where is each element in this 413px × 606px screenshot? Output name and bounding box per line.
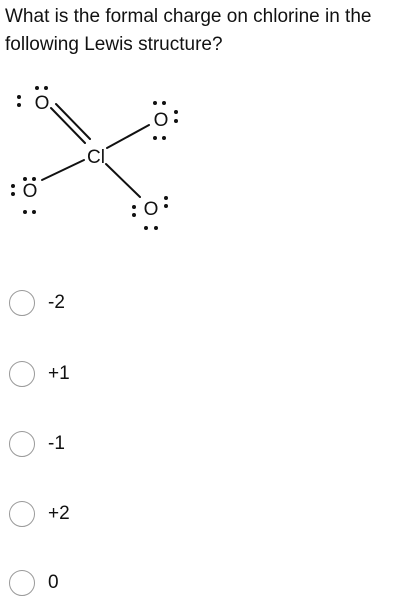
radio-button[interactable] (9, 570, 35, 596)
option-label: +2 (48, 503, 70, 524)
oxygen-right: O (153, 110, 169, 131)
oxygen-bottom-right: O (143, 199, 159, 220)
option-plus-1[interactable] (9, 357, 70, 391)
lewis-structure-diagram (0, 80, 200, 240)
oxygen-left: O (22, 181, 38, 202)
single-bond-left (42, 160, 84, 180)
option-plus-2[interactable] (9, 497, 70, 531)
option-zero[interactable] (9, 566, 59, 600)
radio-button[interactable] (9, 361, 35, 387)
radio-button[interactable] (9, 501, 35, 527)
option-label: -2 (48, 292, 65, 313)
radio-button[interactable] (9, 290, 35, 316)
option-label: 0 (48, 572, 59, 593)
single-bond-right (107, 125, 149, 148)
radio-button[interactable] (9, 431, 35, 457)
option-minus-2[interactable] (9, 286, 65, 320)
question-text: What is the formal charge on chlorine in the following Lewis structure? (5, 6, 372, 55)
double-bond-line-2 (56, 104, 90, 139)
option-label: -1 (48, 433, 65, 454)
central-atom-label: Cl (87, 147, 105, 168)
option-minus-1[interactable] (9, 427, 65, 461)
oxygen-top-left: O (34, 93, 50, 114)
option-label: +1 (48, 363, 70, 384)
single-bond-bottom (106, 164, 140, 197)
double-bond-line-1 (51, 108, 85, 143)
